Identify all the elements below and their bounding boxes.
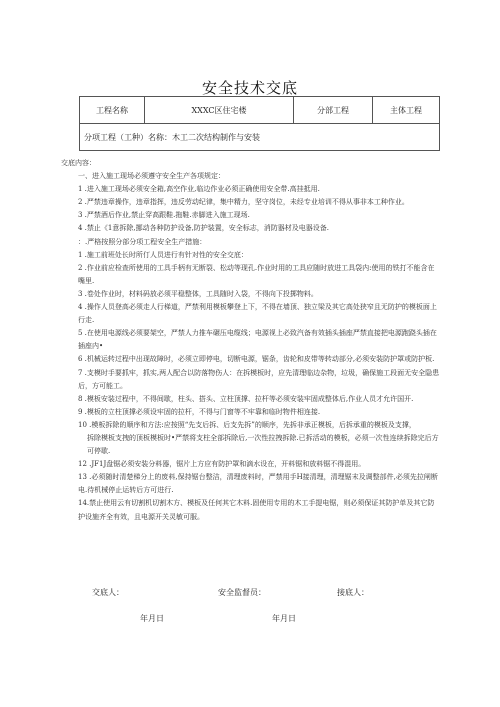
content-paragraph: 1 .进入施工现场必须安全箱,高空作业,临边作业必须正确使用安全带.高挂抵用. xyxy=(78,185,320,194)
info-row-project xyxy=(80,97,440,124)
document-title: 安全技术交底 xyxy=(201,79,298,97)
content-paragraph: 8 .模板安装过程中，不得间歇，柱头、搭头、立柱顶撑、拉杆等必须安装牢固成整体后,作业人员才允许国开. xyxy=(78,394,414,403)
content-paragraph: 5 .在使用电源线必须要架空，严禁人力推车碾压电缆线；电源视上必致汽备有效插头插座严禁直接把电源跑跷头插在插座内• xyxy=(78,329,437,351)
date-label-handover: 年月日 xyxy=(140,614,164,623)
content-paragraph: 4 .操作人员登高必须走人行梯道，严禁利用模板攀登上下，不得在墙顶、独立梁及其它高处狭窄且无防护的模板面上行走. xyxy=(78,303,437,325)
content-paragraph: 10 .模板拆除的顺序和方法:应按照“先支后拆、后支先拆”的顺序，先拆非承正模板，后拆承重的模板及支撑， xyxy=(78,420,416,429)
project-name-label: 工程名称 xyxy=(80,97,145,124)
info-row-task xyxy=(80,124,440,151)
content-paragraph: 9 .模板的立柱顶撑必须设牢固的拉杆，不得与门窗等不牢靠和临时物件相连接. xyxy=(78,407,321,416)
content-paragraph: ：.严格按照分部分项工程安全生产措施： xyxy=(78,237,207,246)
date-label-supervisor: 年月日 xyxy=(272,614,296,623)
content-paragraph: 1 .施工前班处长时所仃人员进行有针对性的安全交底： xyxy=(78,250,248,259)
signature-row xyxy=(0,587,500,601)
sub-project-value: 主体工程 xyxy=(373,97,440,124)
safety-supervisor-label: 安全监督员： xyxy=(218,588,266,597)
content-paragraph: 13 .必须随时清楚梯分上的废料,保持锯台整洁，清理废料时，严禁用手H接清理，清理锯末及调整部件,必须先拉闸断电.待机械停止运转后方可进行. xyxy=(78,473,438,495)
content-heading: 交底内容： xyxy=(61,159,96,167)
sub-project-label: 分部工程 xyxy=(294,97,373,124)
task-name-cell: 分项工程（工种）名称：木工二次结构制作与安装 xyxy=(80,124,440,151)
info-table xyxy=(79,96,440,151)
project-name-value: XXXC区住宅楼 xyxy=(145,97,294,124)
content-paragraph: 3 .严禁酒后作业,禁止穿高跟鞋.拖鞋.赤脚进入施工现场. xyxy=(78,211,250,220)
content-paragraph: 12 .JF1J盘锯必须安装分料器，锯片上方应有防护罩和滴水设在，开料锯和放料锯不得混用。 xyxy=(78,460,366,469)
receiver-label: 接底人： xyxy=(337,588,369,597)
content-paragraph: 3 .卷处作业时，材料码放必须平稳整体，工具随时入袋，不得向下投掷物料。 xyxy=(78,289,318,298)
content-paragraph: 一、进入施工现场必须遵守安全生产各项规定： xyxy=(78,172,225,181)
content-paragraph: 2 .作业前应检查所使用的工具手柄有无断裂、松动等现孔.作业时用的工具应随时放进工具袋内:使用的铁打不能含在嘴里. xyxy=(78,263,435,285)
content-paragraph: 6 .机械运转过程中出现故障时，必须立即停电，切断电源，锯条，齿轮和皮带等转动部分,必须安装防护罩或防护板. xyxy=(78,355,435,364)
content-paragraph: 拆除模板支拽的顶板模板时•严禁将支柱全部拆除后,一次性拉拽拆除.已拆活动的模板，必须一次性连续拆除完后方可停歇. xyxy=(87,433,439,456)
content-paragraph: 2 .严禁违章操作，违章指挥，违反劳动纪律，集中精力，坚守岗位，未经专业培训不得从事非本工种作业。 xyxy=(78,198,409,207)
content-paragraph: 4 .禁止《1意拆除,挪动各种防护设备,防护装置，安全标志，消防器材及电器设备. xyxy=(78,224,330,233)
handover-person-label: 交底人： xyxy=(92,588,124,597)
content-body xyxy=(61,157,441,524)
content-paragraph: 7 .支模时手要抓牢，抓实,两人配合以防落物伤人：在拆模板时，应先清理临边杂物，垃圾，确保施工段面无安全隐患后，方可能工。 xyxy=(78,368,440,390)
content-paragraph: 14.禁止使用云有切割机切割木方、模板及任何其它木料.固使用专用的木工手提电锯，则必须保证其防护单及其它防护设施齐全有效，且电源开关灵敏可服。 xyxy=(78,499,435,521)
